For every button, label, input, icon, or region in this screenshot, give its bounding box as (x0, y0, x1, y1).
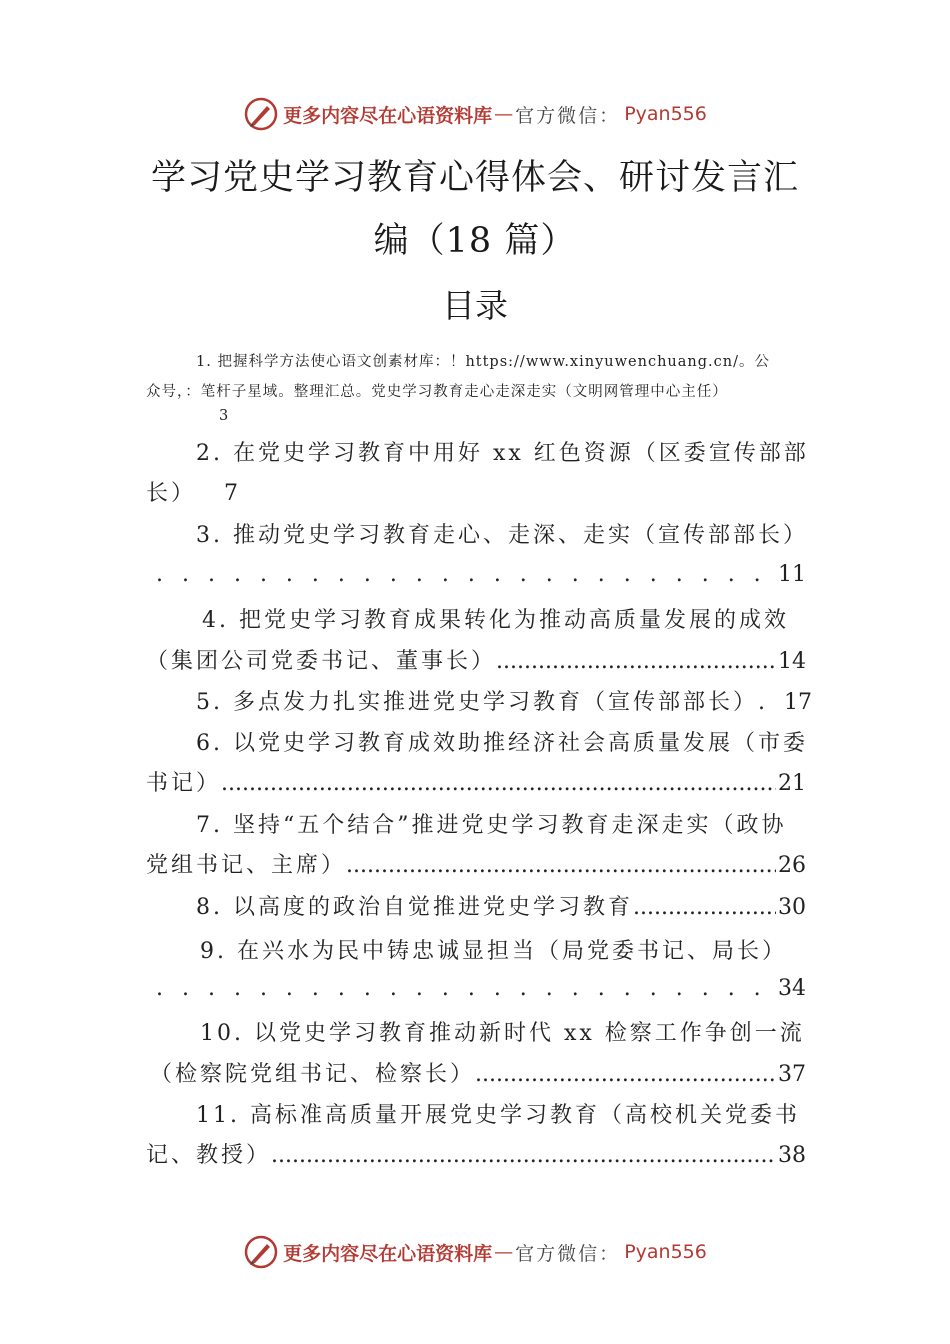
dot-leader (221, 771, 776, 796)
toc-entry-2-line-1[interactable]: 2. 在党史学习教育中用好 xx 红色资源（区委宣传部部 (196, 441, 809, 466)
banner-wechat-label: 官方微信： (515, 104, 621, 127)
banner-text: 更多内容尽在心语资料库 (283, 104, 493, 127)
toc-entry-7-line-1[interactable]: 7. 坚持“五个结合”推进党史学习教育走深走实（政协 (196, 813, 787, 838)
header-banner (0, 94, 950, 134)
toc-entry-1-page: 3 (219, 408, 230, 424)
toc-entry-10-page: 37 (778, 1062, 806, 1087)
document-title-line-2: 编（18 篇） (373, 221, 577, 261)
dot-leader (156, 562, 776, 587)
banner-text: 更多内容尽在心语资料库 (283, 1242, 493, 1265)
pen-logo-icon (243, 1234, 279, 1270)
banner-separator: — (494, 103, 514, 125)
toc-entry-7-line-2[interactable]: 党组书记、主席） ..... 26 (146, 848, 806, 879)
toc-entry-11-page: 38 (778, 1143, 806, 1168)
dot-leader (156, 976, 776, 1001)
toc-entry-11-line-2[interactable]: 记、教授） ..... 38 (146, 1138, 806, 1169)
toc-entry-9-line-1[interactable]: 9. 在兴水为民中铸忠诚显担当（局党委书记、局长） (200, 939, 787, 964)
dot-leader (633, 895, 776, 920)
toc-entry-8-page: 30 (778, 895, 806, 920)
dot-leader (475, 1062, 776, 1087)
banner-wechat-id: Pyan556 (624, 1241, 707, 1263)
toc-entry-2-page: 7 (224, 481, 242, 506)
toc-entry-3-line-1[interactable]: 3. 推动党史学习教育走心、走深、走实（宣传部部长） (196, 523, 808, 548)
toc-entry-5-line-1[interactable]: 5. 多点发力扎实推进党史学习教育（宣传部部长）. 17 (196, 690, 812, 715)
toc-entry-1-line-1[interactable]: 1. 把握科学方法使心语文创素材库：！https://www.xinyuwenchuang.cn/。公 (196, 354, 770, 370)
toc-entry-4-page: 14 (778, 649, 806, 674)
toc-entry-4-line-2[interactable]: （集团公司党委书记、董事长） ..... 14 (146, 644, 806, 675)
toc-entry-3-leader-row[interactable] (156, 562, 806, 587)
toc-entry-8-line-1[interactable]: 8. 以高度的政治自觉推进党史学习教育 ..... 30 (196, 890, 806, 921)
toc-entry-6-line-1[interactable]: 6. 以党史学习教育成效助推经济社会高质量发展（市委 (196, 731, 808, 756)
toc-entry-11-line-1[interactable]: 11. 高标准高质量开展党史学习教育（高校机关党委书 (196, 1103, 800, 1128)
toc-entry-7-page: 26 (778, 853, 806, 878)
banner-wechat-label: 官方微信： (515, 1242, 621, 1265)
toc-entry-9-leader-row[interactable] (156, 976, 806, 1001)
banner-wechat-id: Pyan556 (624, 103, 707, 125)
document-title-line-1: 学习党史学习教育心得体会、研讨发言汇 (150, 158, 799, 198)
toc-entry-6-line-2[interactable]: 书记） ..... 21 (146, 766, 806, 797)
toc-entry-4-line-1[interactable]: 4. 把党史学习教育成果转化为推动高质量发展的成效 (202, 608, 789, 633)
toc-entry-10-line-1[interactable]: 10. 以党史学习教育推动新时代 xx 检察工作争创一流 (200, 1021, 805, 1046)
dot-leader (271, 1143, 776, 1168)
banner-separator: — (494, 1241, 514, 1263)
toc-entry-2-line-2[interactable]: 长） 7 (146, 481, 242, 506)
toc-heading: 目录 (442, 286, 508, 325)
toc-entry-1-line-2[interactable]: 众号，：笔杆子星域。整理汇总。党史学习教育走心走深走实（文明网管理中心主任） (146, 384, 728, 400)
footer-banner (0, 1232, 950, 1272)
toc-entry-5-page: 17 (783, 690, 812, 715)
toc-entry-10-line-2[interactable]: （检察院党组书记、检察长） ..... 37 (150, 1057, 806, 1088)
dot-leader (496, 649, 776, 674)
toc-entry-3-page: 11 (778, 562, 806, 587)
dot-leader (346, 853, 776, 878)
pen-logo-icon (243, 96, 279, 132)
toc-entry-6-page: 21 (778, 771, 806, 796)
toc-entry-9-page: 34 (778, 976, 806, 1001)
